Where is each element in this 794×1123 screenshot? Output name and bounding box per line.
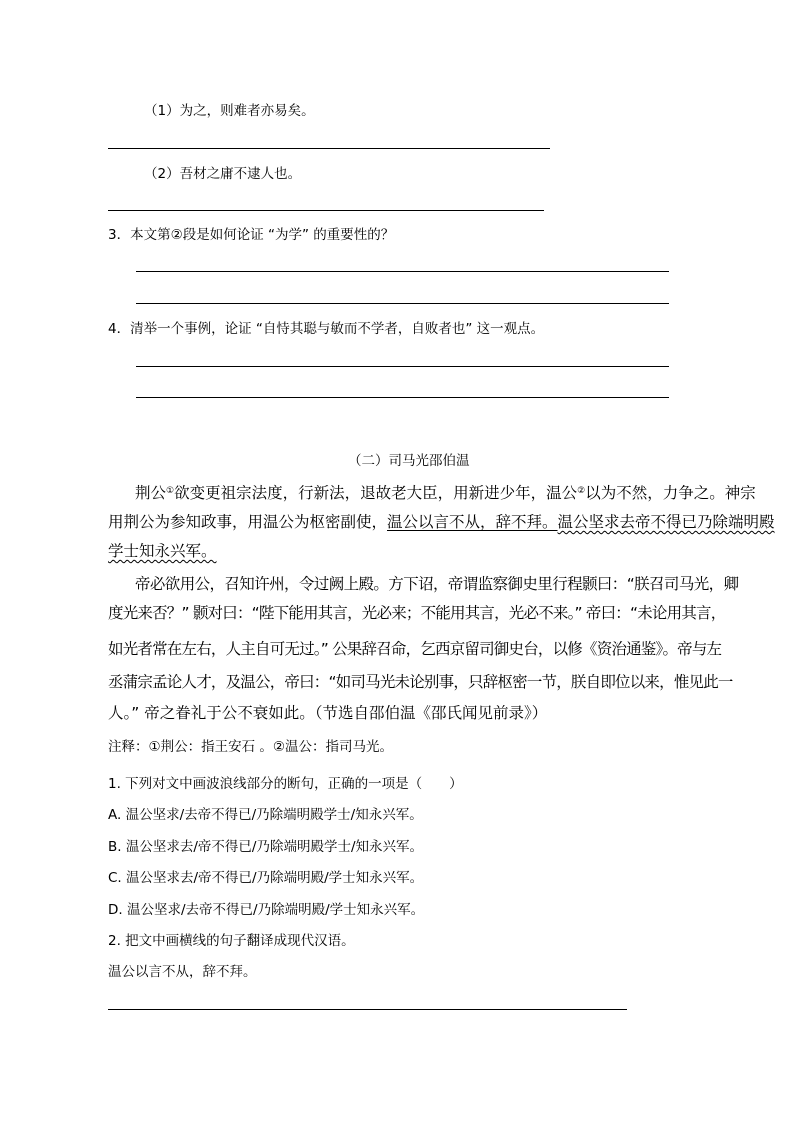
passage-line: 人。” 帝之眷礼于公不衰如此。（节选自邵伯温《邵氏闻见前录》） xyxy=(108,704,548,722)
translation-item-1: （1）为之，则难者亦易矣。 xyxy=(144,103,315,119)
answer-line xyxy=(108,210,544,211)
annotation-notes: 注释：①荆公：指王安石 。②温公：指司马光。 xyxy=(108,739,393,755)
note-mark: ① xyxy=(166,486,175,496)
option-a: A. 温公坚求/去帝不得已/乃除端明殿学士/知永兴军。 xyxy=(108,807,423,823)
question-1: 1. 下列对文中画波浪线部分的断句，正确的一项是（ ） xyxy=(108,776,463,792)
passage-line xyxy=(108,542,217,560)
passage-line: 帝必欲用公，召知许州，令过阙上殿。方下诏，帝谓监察御史里行程颢曰：“朕召司马光，卿 xyxy=(135,575,739,593)
note-mark: ② xyxy=(577,486,586,496)
answer-line xyxy=(136,271,669,272)
answer-line xyxy=(108,1009,627,1010)
option-d: D. 温公坚求/去帝不得已/乃除端明殿/学士知永兴军。 xyxy=(108,902,425,918)
passage-line: 丞蒲宗孟论人才，及温公，帝曰：“如司马光未论别事，只辞枢密一节，朕自即位以来，惟见此一 xyxy=(108,673,733,691)
passage-line: 荆公①欲变更祖宗法度，行新法，退故老大臣，用新进少年，温公②以为不然，力争之。神宗 xyxy=(135,484,756,502)
translation-item-2: （2）吾材之庸不逮人也。 xyxy=(144,166,302,182)
straight-underlined-sentence: 温公以言不从，辞不拜。 xyxy=(387,513,558,531)
answer-line xyxy=(136,366,669,367)
option-c: C. 温公坚求去/帝不得已/乃除端明殿/学士知永兴军。 xyxy=(108,870,424,886)
option-b: B. 温公坚求去/帝不得已/乃除端明殿学士/知永兴军。 xyxy=(108,839,423,855)
answer-line xyxy=(136,397,669,398)
question-2: 2. 把文中画横线的句子翻译成现代汉语。 xyxy=(108,933,355,949)
translation-sentence: 温公以言不从，辞不拜。 xyxy=(108,964,257,980)
question-3: 3．本文第②段是如何论证 “为学” 的重要性的？ xyxy=(108,227,395,243)
wavy-underlined-text: 温公坚求去帝不得已乃除端明殿 xyxy=(557,513,775,531)
passage-line: 用荆公为参知政事，用温公为枢密副使，温公以言不从，辞不拜。温公坚求去帝不得已乃除端明殿 xyxy=(108,513,775,531)
answer-line xyxy=(136,303,669,304)
passage-line: 度光来否？” 颢对曰：“陛下能用其言，光必来；不能用其言，光必不来。” 帝曰：“未论用其言， xyxy=(108,604,726,622)
question-4: 4．清举一个事例，论证 “自恃其聪与敏而不学者，自败者也” 这一观点。 xyxy=(108,321,545,337)
passage-line: 如光者常在左右，人主自可无过。” 公果辞召命，乞西京留司御史台，以修《资治通鉴》。帝与左 xyxy=(108,640,722,658)
passage-title: （二）司马光邵伯温 xyxy=(348,453,470,469)
answer-line xyxy=(108,148,550,149)
wavy-underlined-text: 学士知永兴军。 xyxy=(108,542,217,560)
